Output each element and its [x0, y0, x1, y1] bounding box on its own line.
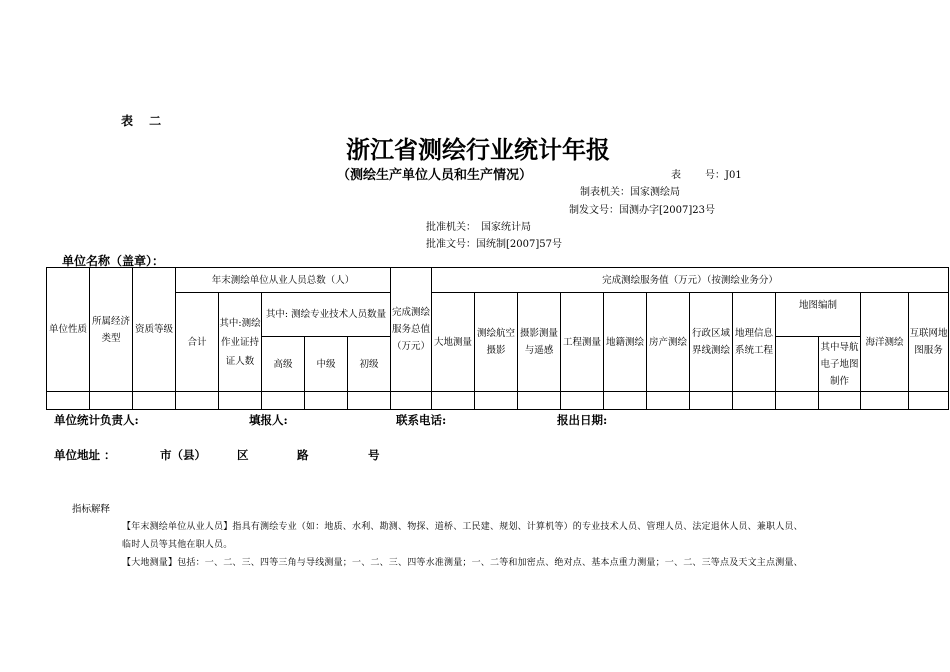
- col-navigation-map: 其中导航电子地图制作: [819, 337, 861, 392]
- col-junior: 初级: [348, 337, 391, 392]
- col-boundary-survey: 行政区域界线测绘: [690, 293, 733, 392]
- col-unit-nature: 单位性质: [47, 268, 90, 392]
- col-geodetic-survey: 大地测量: [432, 293, 475, 392]
- statistics-table: [46, 267, 949, 410]
- note-line: 【大地测量】包括：一、二、三、四等三角与导线测量；一、二、三、四等水准测量；一、二等和加密点、绝对点、基本点重力测量；一、二、三等点及天文主点测量、: [122, 558, 803, 568]
- col-photogrammetry-remote-sensing: 摄影测量与遥感: [518, 293, 561, 392]
- note-line: 临时人员等其他在职人员。: [122, 540, 233, 550]
- col-property-survey: 房产测绘: [647, 293, 690, 392]
- col-group-staff-total: 年末测绘单位从业人员总数（人）: [176, 268, 391, 293]
- col-engineering-survey: 工程测量: [561, 293, 604, 392]
- col-certified-staff: 其中:测绘作业证持证人数: [219, 293, 262, 392]
- col-group-technical-staff: 其中: 测绘专业技术人员数量: [262, 293, 391, 337]
- col-aerial-photography: 测绘航空摄影: [475, 293, 518, 392]
- col-total: 合计: [176, 293, 219, 392]
- col-cadastral-survey: 地籍测绘: [604, 293, 647, 392]
- note-line: 【年末测绘单位从业人员】指具有测绘专业（如：地质、水利、勘测、物探、道桥、工民建、规划、计算机等）的专业技术人员、管理人员、法定退休人员、兼职人员、: [122, 522, 803, 532]
- col-group-service-by-business: 完成测绘服务值（万元）（按测绘业务分）: [432, 268, 949, 293]
- page-subtitle: （测绘生产单位人员和生产情况）: [337, 168, 533, 183]
- address-label: 单位地址 ：: [54, 448, 116, 462]
- col-senior: 高级: [262, 337, 305, 392]
- col-gis-engineering: 地理信息系统工程: [733, 293, 776, 392]
- col-marine-survey: 海洋测绘: [861, 293, 909, 392]
- issuing-authority: 制表机关：国家测绘局: [580, 187, 680, 198]
- unit-name-label: 单位名称（盖章）：: [62, 254, 165, 268]
- issue-document-number: 制发文号：国测办字[2007]23号: [569, 205, 715, 216]
- form-number: 号：J01: [705, 170, 742, 181]
- notes-title: 指标解释: [72, 504, 111, 515]
- col-qualification-grade: 资质等级: [133, 268, 176, 392]
- report-date-label: 报出日期:: [557, 413, 608, 427]
- approval-document-number: 批准文号：国统制[2007]57号: [426, 239, 562, 250]
- form-label: 表 二: [121, 114, 168, 128]
- address-road: 路: [297, 448, 309, 462]
- table-row: [47, 392, 949, 410]
- address-number: 号: [368, 448, 380, 462]
- col-internet-map-service: 互联网地图服务: [909, 293, 949, 392]
- col-map-compile-blank: [776, 337, 819, 392]
- page-title: 浙江省测绘行业统计年报: [346, 135, 610, 164]
- approving-authority: 批准机关： 国家统计局: [426, 222, 531, 233]
- col-service-total: 完成测绘服务总值（万元）: [391, 268, 432, 392]
- phone-label: 联系电话:: [396, 413, 447, 427]
- address-city: 市（县）: [160, 448, 206, 462]
- col-group-map-compilation: 地图编制: [776, 293, 861, 337]
- col-economic-type: 所属经济类型: [90, 268, 133, 392]
- filler-label: 填报人:: [249, 413, 288, 427]
- address-district: 区: [237, 448, 249, 462]
- statistics-head-label: 单位统计负责人:: [54, 413, 139, 427]
- form-number-label: 表: [671, 170, 681, 181]
- col-middle: 中级: [305, 337, 348, 392]
